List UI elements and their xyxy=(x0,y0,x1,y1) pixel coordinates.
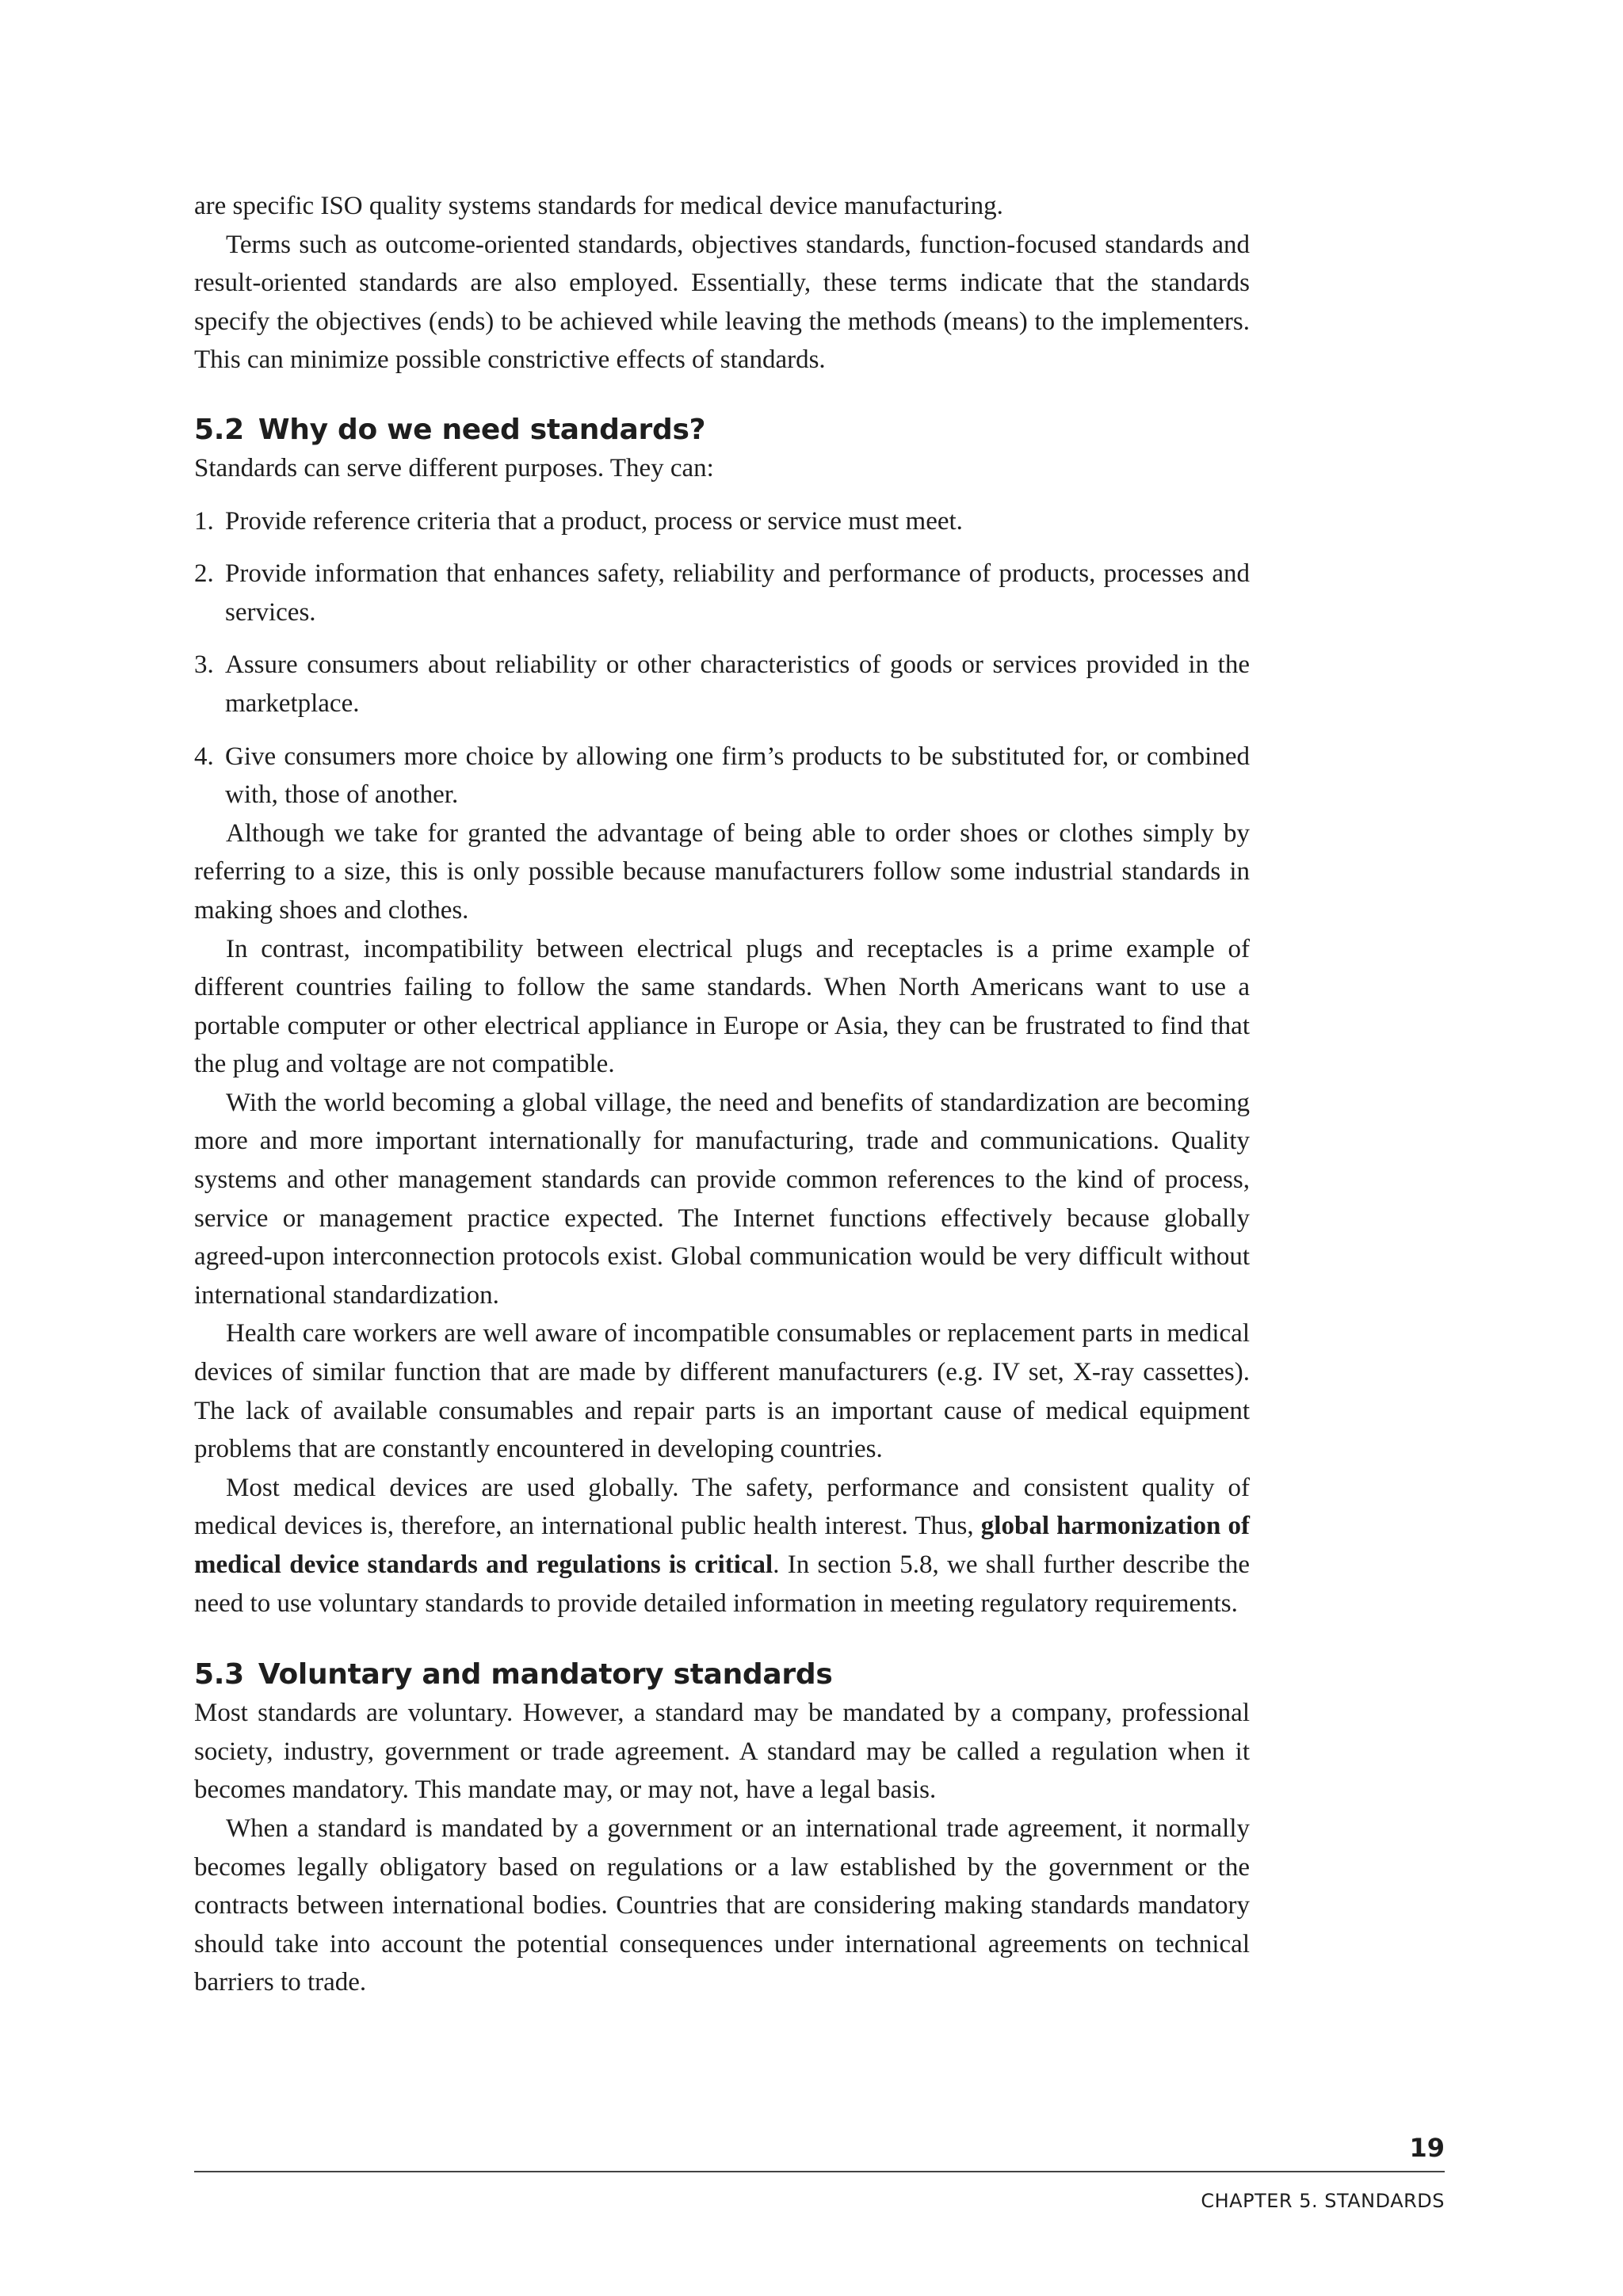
list-item-number: 3. xyxy=(194,650,214,680)
body-paragraph: In contrast, incompatibility between electrical plugs and receptacles is a prime example of different countries failing to follow the same standards. When North Americans want to use a portable computer or other electrical appliance in Europe or Asia, they can be frustrated to find that the plug and voltage are not compatible. xyxy=(194,934,1250,1079)
list-item xyxy=(194,738,1250,814)
list-item-text: Provide reference criteria that a product, process or service must meet. xyxy=(225,506,963,536)
purposes-list xyxy=(194,502,1250,814)
body-paragraph: Although we take for granted the advantage of being able to order shoes or clothes simply by referring to a size, this is only possible because manufacturers follow some industrial standards in making shoes and clothes. xyxy=(194,818,1250,925)
body-paragraph: With the world becoming a global village, the need and benefits of standardization are becoming more and more important internationally for manufacturing, trade and communications. Quality systems and other management standards can provide common references to the kind of process, service or management practice expected. The Internet functions effectively because globally agreed-upon interconnection protocols exist. Global communication would be very difficult without international standardization. xyxy=(194,1088,1250,1310)
emphasis-text: global harmonization of medical device standards and regulations is critical xyxy=(194,1512,1250,1579)
paragraph-text: . In section 5.8, we shall further describe the need to use voluntary standards to provide detailed information in meeting regulatory requirements. xyxy=(194,1550,1250,1618)
list-item xyxy=(194,502,1250,541)
body-paragraph: Most standards are voluntary. However, a standard may be mandated by a company, professional society, industry, government or trade agreement. A standard may be called a regulation when it becomes mandatory. This mandate may, or may not, have a legal basis. xyxy=(194,1699,1250,1805)
paragraph-text: Most medical devices are used globally. The safety, performance and consistent quality of medical devices is, therefore, an international public health interest. Thus, xyxy=(194,1473,1250,1541)
page-body xyxy=(194,187,1250,2002)
list-item-text: Assure consumers about reliability or other characteristics of goods or services provided in the marketplace. xyxy=(225,650,1250,718)
intro-paragraph-1: are specific ISO quality systems standards for medical device manufacturing. xyxy=(194,192,1003,220)
section-number: 5.3 xyxy=(194,1658,244,1691)
footer-divider xyxy=(194,2171,1445,2172)
list-item-number: 4. xyxy=(194,742,214,771)
section-heading-5-2 xyxy=(194,411,1250,449)
section-lead: Standards can serve different purposes. They can: xyxy=(194,453,714,482)
list-item xyxy=(194,646,1250,723)
list-item xyxy=(194,555,1250,631)
section-number: 5.2 xyxy=(194,413,244,446)
section-title: Voluntary and mandatory standards xyxy=(258,1658,833,1691)
section-title: Why do we need standards? xyxy=(258,413,706,446)
page-number: 19 xyxy=(1409,2133,1445,2163)
list-item-number: 2. xyxy=(194,559,214,589)
section-heading-5-3 xyxy=(194,1656,1250,1694)
intro-paragraph-2: Terms such as outcome-oriented standards, objectives standards, function-focused standards and result-oriented standards are also employed. Essentially, these terms indicate that the standards specify the objectives (ends) to be achieved while leaving the methods (means) to the implementers. This can minimize possible constrictive effects of standards. xyxy=(194,230,1250,375)
list-item-text: Give consumers more choice by allowing one firm’s products to be substituted for, or combined with, those of another. xyxy=(225,742,1250,810)
running-footer-chapter: CHAPTER 5. STANDARDS xyxy=(1201,2190,1445,2212)
body-paragraph: When a standard is mandated by a government or an international trade agreement, it normally becomes legally obligatory based on regulations or a law established by the government or the contracts between international bodies. Countries that are considering making standards mandatory should take into account the potential consequences under international agreements on technical barriers to trade. xyxy=(194,1814,1250,1997)
list-item-text: Provide information that enhances safety, reliability and performance of products, processes and services. xyxy=(225,559,1250,627)
list-item-number: 1. xyxy=(194,506,214,536)
body-paragraph: Health care workers are well aware of incompatible consumables or replacement parts in medical devices of similar function that are made by different manufacturers (e.g. IV set, X-ray cassettes). The lack of available consumables and repair parts is an important cause of medical equipment problems that are constantly encountered in developing countries. xyxy=(194,1319,1250,1464)
body-paragraph xyxy=(194,1469,1250,1623)
